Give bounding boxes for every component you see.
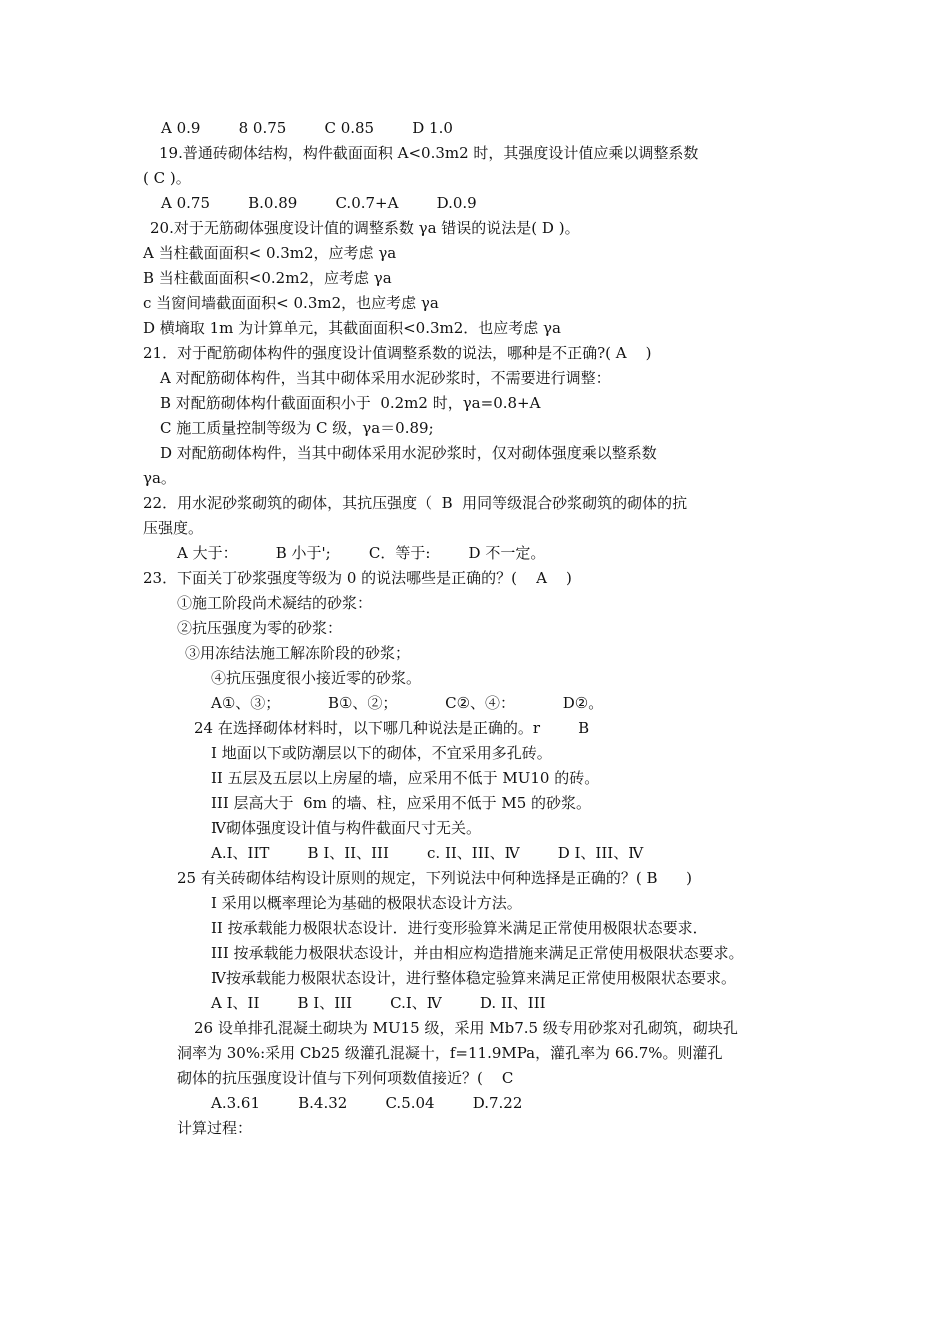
q19-options: A 0.75 B.0.89 C.0.7+A D.0.9 [161, 194, 477, 212]
q23-options: A①、③； B①、②； C②、④： D②。 [211, 694, 604, 712]
q26-stem-cont-2: 砌体的抗压强度设计值与下列何项数值接近？( C [177, 1069, 514, 1087]
q24-item-1: I 地面以下或防潮层以下的砌体，不宜采用多孔砖。 [211, 744, 552, 762]
q22-stem: 22．用水泥砂浆砌筑的砌体，其抗压强度（ B 用同等级混合砂浆砌筑的砌体的抗 [143, 494, 688, 512]
q25-item-2: II 按承载能力极限状态设计．进行变形验算米满足正常使用极限状态要求． [211, 919, 708, 937]
q23-item-2: ②抗压强度为零的砂浆： [177, 619, 343, 637]
q23-item-3: ③用冻结法施工解冻阶段的砂浆； [185, 644, 411, 662]
q19-answer: ( C )。 [143, 169, 191, 187]
q24-item-3: III 层高大于 6m 的墙、柱，应采用不低于 M5 的砂浆。 [211, 794, 592, 812]
q21-stem: 21．对于配筋砌体构件的强度设计值调整系数的说法，哪种是不正确?( A ) [143, 344, 652, 362]
q25-item-1: I 采用以概率理论为基础的极限状态设计方法。 [211, 894, 522, 912]
q20-option-b: B 当柱截面面积<0.2m2，应考虑 γa [143, 269, 392, 287]
q21-option-c: C 施工质量控制等级为 C 级，γa＝0.89; [160, 419, 434, 437]
q24-item-4: Ⅳ砌体强度设计值与构件截面尺寸无关。 [211, 819, 481, 837]
q26-options: A.3.61 B.4.32 C.5.04 D.7.22 [211, 1094, 523, 1112]
q23-stem: 23．下面关丁砂浆强度等级为 0 的说法哪些是正确的？( A ) [143, 569, 572, 587]
q25-options: A I、II B I、III C.I、Ⅳ D. II、III [211, 994, 546, 1012]
calculation-label: 计算过程： [177, 1119, 253, 1137]
q24-stem: 24 在选择砌体材料时，以下哪几种说法是正确的。r B [194, 719, 590, 737]
q21-option-b: B 对配筋砌体构什截面面积小于 0.2m2 时，γa=0.8+A [160, 394, 541, 412]
q20-stem: 20.对于无筋砌体强度设计值的调整系数 γa 错误的说法是( D )。 [150, 219, 580, 237]
q21-option-d-cont: γa。 [143, 469, 176, 487]
q25-stem: 25 有关砖砌体结构设计原则的规定，下列说法中何种选择是正确的？( B ) [177, 869, 692, 887]
q23-item-4: ④抗压强度很小接近零的砂浆。 [211, 669, 422, 687]
q19-stem: 19.普通砖砌体结构，构件截面面积 A<0.3m2 时，其强度设计值应乘以调整系数 [159, 144, 699, 162]
q20-option-d: D 横墒取 1m 为计算单元，其截面面积<0.3m2．也应考虑 γa [143, 319, 561, 337]
q26-stem-cont-1: 洞率为 30%:采用 Cb25 级灌孔混凝十，f=11.9MPa，灌孔率为 66.7%。则灌孔 [177, 1044, 723, 1062]
q18-options: A 0.9 8 0.75 C 0.85 D 1.0 [161, 119, 453, 137]
q21-option-d: D 对配筋砌体构件，当其中砌体采用水泥砂浆时，仅对砌体强度乘以整系数 [160, 444, 657, 462]
q20-option-a: A 当柱截面面积< 0.3m2，应考虑 γa [143, 244, 397, 262]
q25-item-3: III 按承载能力极限状态设计，并由相应构造措施来满足正常使用极限状态要求。 [211, 944, 744, 962]
q24-item-2: II 五层及五层以上房屋的墙，应采用不低于 MU10 的砖。 [211, 769, 600, 787]
q22-options: A 大于： B 小于'; C．等于: D 不一定。 [177, 544, 546, 562]
q23-item-1: ①施工阶段尚术凝结的砂浆： [177, 594, 373, 612]
q24-options: A.I、IIT B I、II、III c. II、III、Ⅳ D I、III、Ⅳ [211, 844, 644, 862]
q22-stem-cont: 压强度。 [143, 519, 204, 537]
q26-stem: 26 设单排孔混凝土砌块为 MU15 级，采用 Mb7.5 级专用砂浆对孔砌筑，砌块孔 [194, 1019, 738, 1037]
q20-option-c: c 当窗间墙截面面积< 0.3m2，也应考虑 γa [143, 294, 439, 312]
q25-item-4: Ⅳ按承载能力极限状态设计，进行整体稳定验算来满足正常使用极限状态要求。 [211, 969, 736, 987]
q21-option-a: A 对配筋砌体构件，当其中砌体采用水泥砂浆时，不需要进行调整： [160, 369, 611, 387]
